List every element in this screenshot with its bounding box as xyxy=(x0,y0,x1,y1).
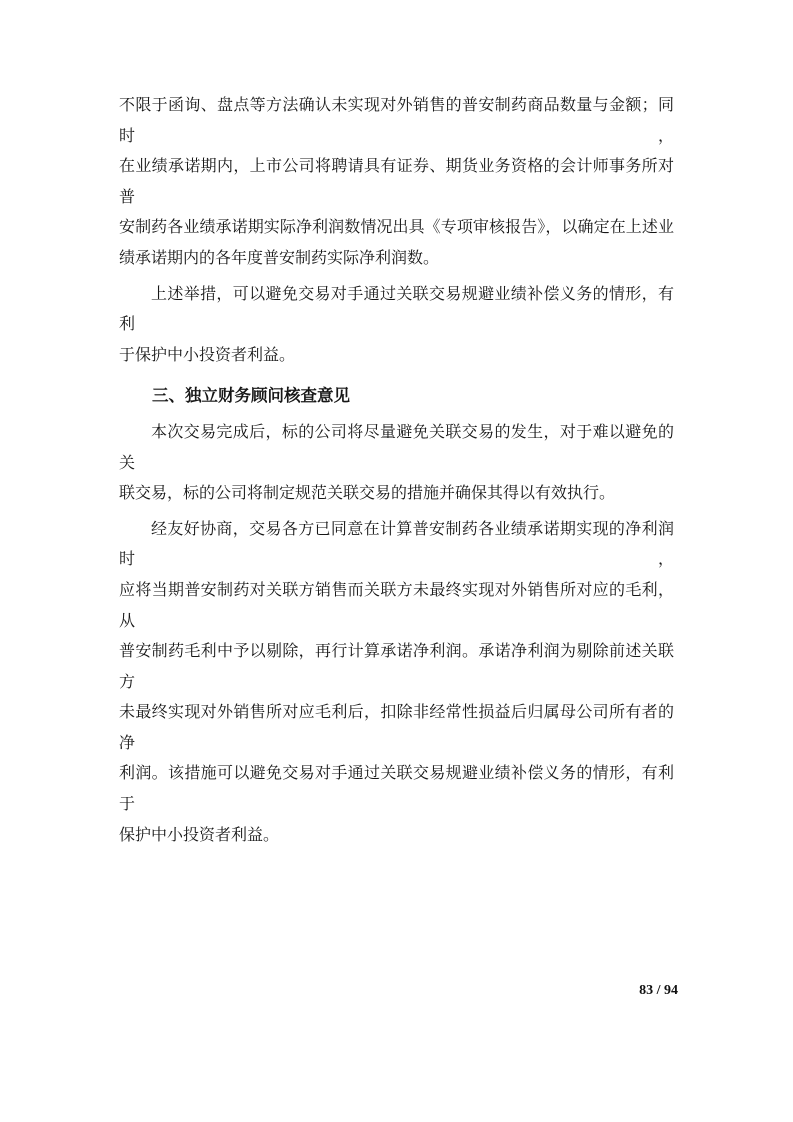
text-line: 上述举措，可以避免交易对手通过关联交易规避业绩补偿义务的情形，有利 xyxy=(119,285,674,334)
text-line: 应将当期普安制药对关联方销售而关联方未最终实现对外销售所对应的毛利，从 xyxy=(119,581,674,630)
page-content xyxy=(119,91,674,856)
paragraph xyxy=(119,280,674,372)
text-line: 不限于函询、盘点等方法确认未实现对外销售的普安制药商品数量与金额；同时， xyxy=(119,97,674,145)
text-line: 绩承诺期内的各年度普安制药实际净利润数。 xyxy=(119,249,440,267)
text-line: 联交易，标的公司将制定规范关联交易的措施并确保其得以有效执行。 xyxy=(119,485,616,503)
text-line: 普安制药毛利中予以剔除，再行计算承诺净利润。承诺净利润为剔除前述关联方 xyxy=(119,643,674,691)
paragraph xyxy=(119,418,674,510)
text-line: 未最终实现对外销售所对应毛利后，扣除非经常性损益后归属母公司所有者的净 xyxy=(119,704,674,752)
text-line: 本次交易完成后，标的公司将尽量避免关联交易的发生，对于难以避免的关 xyxy=(119,423,674,472)
text-line: 安制药各业绩承诺期实际净利润数情况出具《专项审核报告》，以确定在上述业 xyxy=(119,219,674,237)
text-line: 利润。该措施可以避免交易对手通过关联交易规避业绩补偿义务的情形，有利于 xyxy=(119,765,674,814)
section-heading: 三、独立财务顾问核查意见 xyxy=(152,387,350,406)
page-number: 83 / 94 xyxy=(639,983,678,998)
text-line: 于保护中小投资者利益。 xyxy=(119,346,296,364)
text-line: 经友好协商，交易各方已同意在计算普安制药各业绩承诺期实现的净利润时， xyxy=(119,520,674,569)
text-line: 在业绩承诺期内，上市公司将聘请具有证券、期货业务资格的会计师事务所对普 xyxy=(119,158,674,206)
text-line: 保护中小投资者利益。 xyxy=(119,826,280,844)
paragraph-continuation xyxy=(119,91,674,275)
paragraph xyxy=(119,515,674,852)
